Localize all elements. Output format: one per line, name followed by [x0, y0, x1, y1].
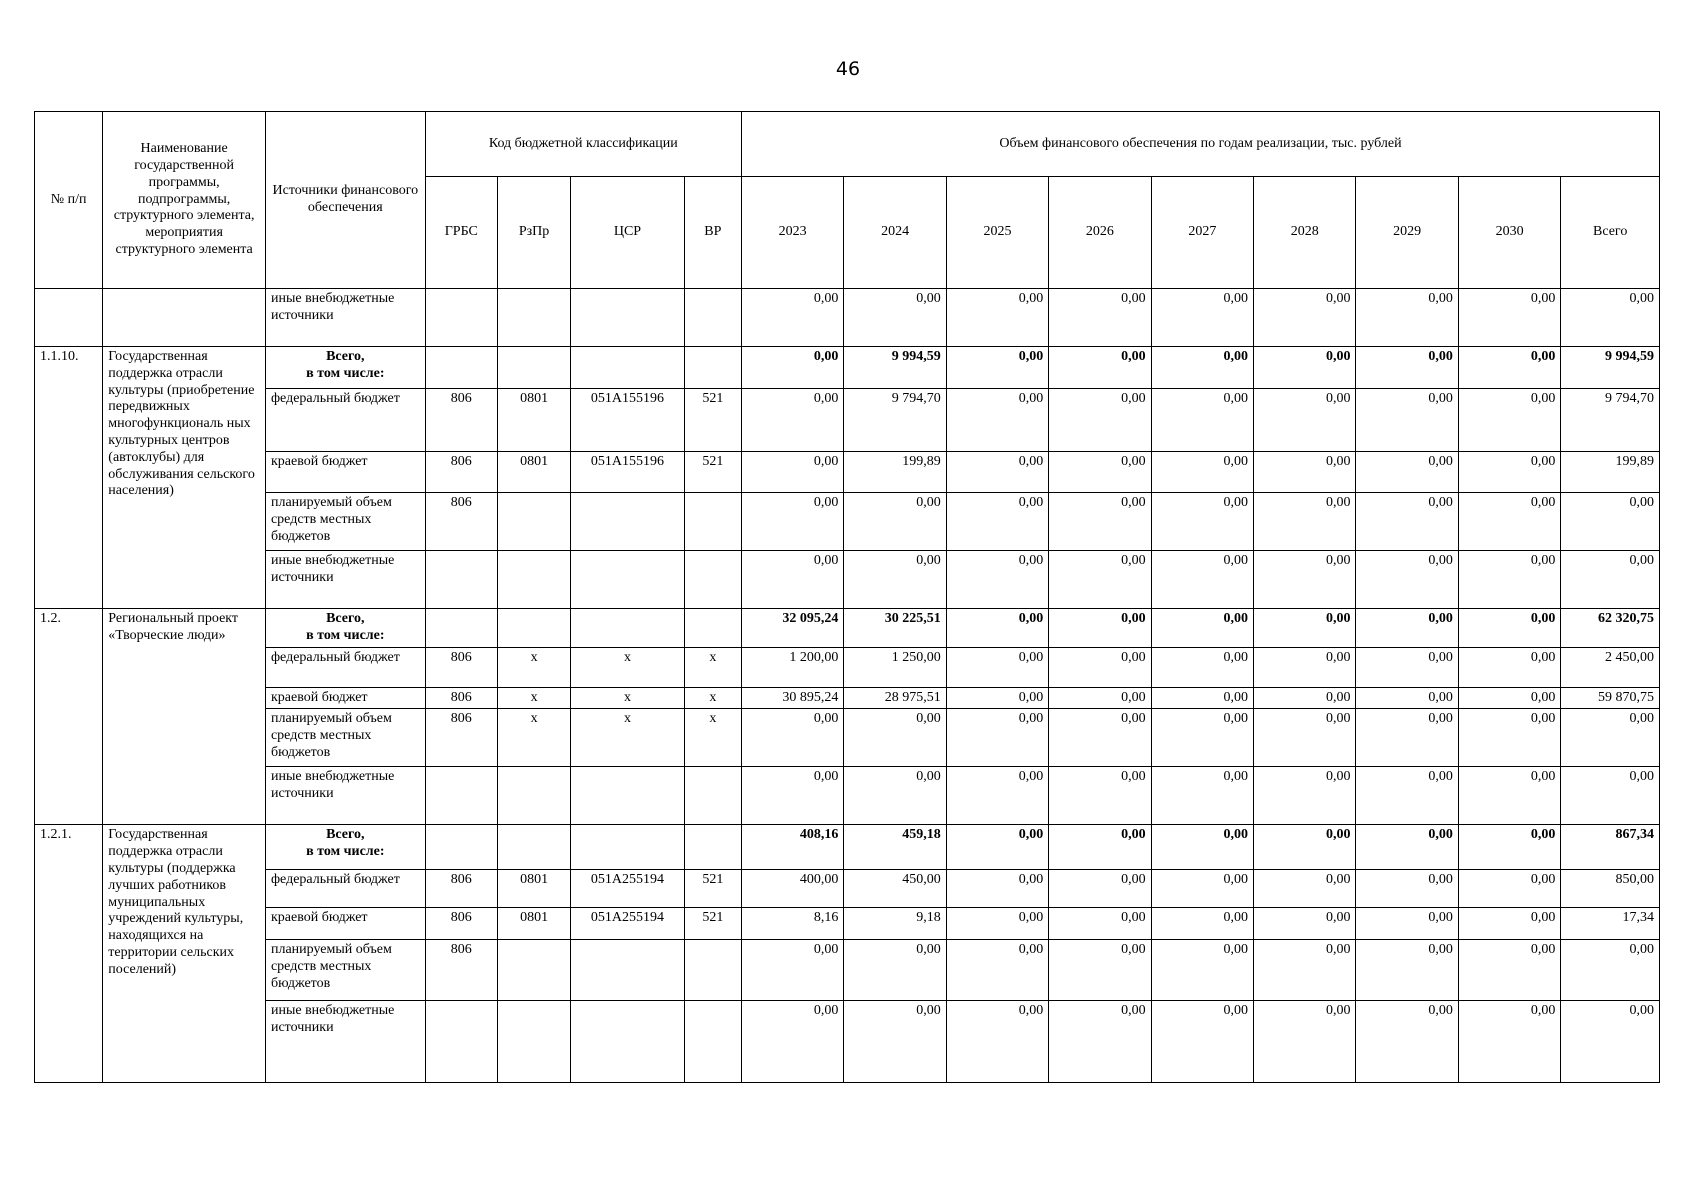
cell-total: 0,00	[1561, 940, 1660, 1001]
cell-vr	[684, 289, 741, 347]
cell-csr	[571, 940, 684, 1001]
cell-2023: 408,16	[741, 825, 843, 870]
cell-grbs: 806	[425, 908, 497, 940]
budget-table	[34, 111, 1660, 1083]
cell-2029: 0,00	[1356, 870, 1458, 908]
cell-2028: 0,00	[1254, 289, 1356, 347]
cell-2029: 0,00	[1356, 908, 1458, 940]
cell-total: 850,00	[1561, 870, 1660, 908]
cell-2028: 0,00	[1254, 940, 1356, 1001]
cell-2027: 0,00	[1151, 551, 1253, 609]
cell-2024: 199,89	[844, 452, 946, 493]
row-source: краевой бюджет	[265, 452, 425, 493]
cell-2024: 9,18	[844, 908, 946, 940]
cell-rzpr: x	[497, 709, 570, 767]
cell-2024: 30 225,51	[844, 609, 946, 648]
cell-grbs	[425, 347, 497, 389]
source-including-label: в том числе:	[306, 844, 385, 860]
cell-2026: 0,00	[1049, 452, 1151, 493]
table-row	[35, 687, 1660, 709]
cell-csr: 051A255194	[571, 908, 684, 940]
cell-2029: 0,00	[1356, 347, 1458, 389]
cell-vr	[684, 347, 741, 389]
cell-2023: 0,00	[741, 289, 843, 347]
table-row	[35, 551, 1660, 609]
cell-vr: 521	[684, 452, 741, 493]
row-num: 1.1.10.	[35, 347, 103, 609]
source-including-label: в том числе:	[306, 365, 385, 381]
cell-csr: x	[571, 647, 684, 687]
cell-2023: 0,00	[741, 940, 843, 1001]
cell-total: 0,00	[1561, 289, 1660, 347]
cell-grbs: 806	[425, 389, 497, 452]
cell-vr: x	[684, 687, 741, 709]
table-row	[35, 940, 1660, 1001]
cell-csr	[571, 767, 684, 825]
cell-2028: 0,00	[1254, 347, 1356, 389]
cell-grbs: 806	[425, 452, 497, 493]
table-row	[35, 709, 1660, 767]
cell-2030: 0,00	[1458, 347, 1560, 389]
cell-2025: 0,00	[946, 551, 1048, 609]
source-including-label: в том числе:	[306, 627, 385, 643]
cell-2026: 0,00	[1049, 609, 1151, 648]
table-body	[35, 289, 1660, 1083]
cell-2030: 0,00	[1458, 870, 1560, 908]
cell-total: 62 320,75	[1561, 609, 1660, 648]
cell-2029: 0,00	[1356, 551, 1458, 609]
cell-2030: 0,00	[1458, 452, 1560, 493]
cell-2027: 0,00	[1151, 709, 1253, 767]
table-row	[35, 908, 1660, 940]
cell-2026: 0,00	[1049, 940, 1151, 1001]
cell-2023: 0,00	[741, 709, 843, 767]
cell-2024: 0,00	[844, 1001, 946, 1083]
header-year-2030: 2030	[1458, 177, 1560, 289]
cell-2027: 0,00	[1151, 493, 1253, 551]
table-row	[35, 870, 1660, 908]
cell-2026: 0,00	[1049, 389, 1151, 452]
header-year-2024: 2024	[844, 177, 946, 289]
cell-2028: 0,00	[1254, 825, 1356, 870]
cell-2023: 30 895,24	[741, 687, 843, 709]
cell-2028: 0,00	[1254, 709, 1356, 767]
cell-2026: 0,00	[1049, 767, 1151, 825]
cell-2027: 0,00	[1151, 687, 1253, 709]
table-row	[35, 1001, 1660, 1083]
cell-2027: 0,00	[1151, 452, 1253, 493]
cell-2027: 0,00	[1151, 908, 1253, 940]
cell-2023: 0,00	[741, 767, 843, 825]
row-source	[265, 609, 425, 648]
header-vr: ВР	[684, 177, 741, 289]
cell-csr	[571, 551, 684, 609]
cell-2028: 0,00	[1254, 870, 1356, 908]
cell-2029: 0,00	[1356, 687, 1458, 709]
header-csr: ЦСР	[571, 177, 684, 289]
cell-total: 0,00	[1561, 709, 1660, 767]
cell-2025: 0,00	[946, 289, 1048, 347]
cell-2024: 0,00	[844, 940, 946, 1001]
cell-grbs: 806	[425, 493, 497, 551]
row-source	[265, 347, 425, 389]
cell-vr: 521	[684, 389, 741, 452]
cell-2025: 0,00	[946, 493, 1048, 551]
header-num: № п/п	[35, 112, 103, 289]
header-name: Наименование государственной программы, подпрограммы, структурного элемента, мероприятия структурного элемента	[103, 112, 266, 289]
cell-2024: 9 994,59	[844, 347, 946, 389]
header-year-2026: 2026	[1049, 177, 1151, 289]
cell-total: 0,00	[1561, 551, 1660, 609]
cell-2023: 400,00	[741, 870, 843, 908]
cell-2025: 0,00	[946, 389, 1048, 452]
cell-2023: 0,00	[741, 452, 843, 493]
cell-2030: 0,00	[1458, 647, 1560, 687]
cell-2030: 0,00	[1458, 709, 1560, 767]
cell-2025: 0,00	[946, 767, 1048, 825]
row-source: федеральный бюджет	[265, 870, 425, 908]
table-header	[35, 112, 1660, 289]
cell-2025: 0,00	[946, 908, 1048, 940]
cell-2024: 0,00	[844, 767, 946, 825]
cell-vr	[684, 1001, 741, 1083]
source-total-label: Всего,	[326, 349, 365, 364]
cell-2028: 0,00	[1254, 452, 1356, 493]
cell-total: 867,34	[1561, 825, 1660, 870]
cell-csr: x	[571, 687, 684, 709]
cell-2028: 0,00	[1254, 493, 1356, 551]
cell-2027: 0,00	[1151, 825, 1253, 870]
cell-rzpr	[497, 767, 570, 825]
row-num	[35, 289, 103, 347]
row-source: планируемый объем средств местных бюджетов	[265, 940, 425, 1001]
cell-grbs	[425, 1001, 497, 1083]
cell-vr	[684, 825, 741, 870]
row-num: 1.2.1.	[35, 825, 103, 1083]
cell-vr	[684, 609, 741, 648]
cell-grbs	[425, 767, 497, 825]
table-row	[35, 647, 1660, 687]
header-source: Источники финансового обеспечения	[265, 112, 425, 289]
cell-total: 0,00	[1561, 493, 1660, 551]
row-source: федеральный бюджет	[265, 647, 425, 687]
cell-rzpr	[497, 551, 570, 609]
cell-2026: 0,00	[1049, 687, 1151, 709]
cell-2027: 0,00	[1151, 347, 1253, 389]
header-volume: Объем финансового обеспечения по годам реализации, тыс. рублей	[741, 112, 1659, 177]
cell-2028: 0,00	[1254, 609, 1356, 648]
cell-2025: 0,00	[946, 825, 1048, 870]
cell-2030: 0,00	[1458, 551, 1560, 609]
cell-2030: 0,00	[1458, 1001, 1560, 1083]
row-source: иные внебюджетные источники	[265, 767, 425, 825]
cell-2030: 0,00	[1458, 389, 1560, 452]
cell-total: 0,00	[1561, 767, 1660, 825]
cell-2026: 0,00	[1049, 709, 1151, 767]
cell-2029: 0,00	[1356, 289, 1458, 347]
cell-rzpr: 0801	[497, 389, 570, 452]
cell-rzpr	[497, 289, 570, 347]
cell-rzpr	[497, 347, 570, 389]
cell-2029: 0,00	[1356, 1001, 1458, 1083]
header-year-2028: 2028	[1254, 177, 1356, 289]
cell-2025: 0,00	[946, 452, 1048, 493]
cell-2025: 0,00	[946, 1001, 1048, 1083]
cell-2024: 9 794,70	[844, 389, 946, 452]
cell-vr	[684, 551, 741, 609]
cell-2030: 0,00	[1458, 609, 1560, 648]
cell-2026: 0,00	[1049, 1001, 1151, 1083]
cell-2030: 0,00	[1458, 289, 1560, 347]
row-source: иные внебюджетные источники	[265, 551, 425, 609]
cell-grbs	[425, 609, 497, 648]
cell-2023: 0,00	[741, 1001, 843, 1083]
cell-2024: 0,00	[844, 289, 946, 347]
cell-2023: 1 200,00	[741, 647, 843, 687]
cell-2024: 0,00	[844, 551, 946, 609]
cell-2029: 0,00	[1356, 767, 1458, 825]
cell-csr	[571, 289, 684, 347]
table-row	[35, 609, 1660, 648]
source-total-label: Всего,	[326, 611, 365, 626]
cell-2027: 0,00	[1151, 389, 1253, 452]
cell-csr: 051A155196	[571, 389, 684, 452]
row-name: Государственная поддержка отрасли культуры (поддержка лучших работников муниципальных учреждений культуры, находящихся на территории сельских поселений)	[103, 825, 266, 1083]
cell-csr	[571, 609, 684, 648]
cell-vr: 521	[684, 908, 741, 940]
source-total-label: Всего,	[326, 827, 365, 843]
row-name: Государственная поддержка отрасли культуры (приобретение передвижных многофункциональ ных культурных центров (автоклубы) для обслуживания сельского населения)	[103, 347, 266, 609]
row-name: Региональный проект «Творческие люди»	[103, 609, 266, 825]
cell-csr	[571, 1001, 684, 1083]
header-rzpr: РзПр	[497, 177, 570, 289]
header-total: Всего	[1561, 177, 1660, 289]
cell-2027: 0,00	[1151, 289, 1253, 347]
cell-2030: 0,00	[1458, 493, 1560, 551]
cell-2023: 0,00	[741, 551, 843, 609]
cell-total: 9 794,70	[1561, 389, 1660, 452]
cell-csr: 051A255194	[571, 870, 684, 908]
cell-2029: 0,00	[1356, 389, 1458, 452]
header-kbk: Код бюджетной классификации	[425, 112, 741, 177]
cell-2026: 0,00	[1049, 289, 1151, 347]
cell-2027: 0,00	[1151, 609, 1253, 648]
cell-2025: 0,00	[946, 647, 1048, 687]
cell-2026: 0,00	[1049, 551, 1151, 609]
row-source: планируемый объем средств местных бюджетов	[265, 709, 425, 767]
cell-2026: 0,00	[1049, 825, 1151, 870]
cell-vr	[684, 767, 741, 825]
cell-total: 17,34	[1561, 908, 1660, 940]
table-row	[35, 347, 1660, 389]
cell-2028: 0,00	[1254, 551, 1356, 609]
cell-csr	[571, 825, 684, 870]
cell-2029: 0,00	[1356, 647, 1458, 687]
cell-total: 9 994,59	[1561, 347, 1660, 389]
cell-2029: 0,00	[1356, 452, 1458, 493]
cell-csr: x	[571, 709, 684, 767]
cell-grbs: 806	[425, 687, 497, 709]
cell-total: 0,00	[1561, 1001, 1660, 1083]
cell-vr	[684, 940, 741, 1001]
cell-2025: 0,00	[946, 709, 1048, 767]
cell-2024: 459,18	[844, 825, 946, 870]
cell-grbs: 806	[425, 940, 497, 1001]
cell-2023: 0,00	[741, 389, 843, 452]
cell-2027: 0,00	[1151, 647, 1253, 687]
cell-grbs: 806	[425, 647, 497, 687]
cell-2024: 28 975,51	[844, 687, 946, 709]
cell-csr	[571, 347, 684, 389]
cell-csr: 051A155196	[571, 452, 684, 493]
header-year-2025: 2025	[946, 177, 1048, 289]
cell-2030: 0,00	[1458, 687, 1560, 709]
row-source: федеральный бюджет	[265, 389, 425, 452]
cell-2030: 0,00	[1458, 825, 1560, 870]
cell-rzpr	[497, 825, 570, 870]
cell-2026: 0,00	[1049, 347, 1151, 389]
cell-vr: x	[684, 647, 741, 687]
table-row	[35, 452, 1660, 493]
row-source: иные внебюджетные источники	[265, 289, 425, 347]
cell-2028: 0,00	[1254, 767, 1356, 825]
cell-2024: 0,00	[844, 709, 946, 767]
row-source: планируемый объем средств местных бюджетов	[265, 493, 425, 551]
cell-2026: 0,00	[1049, 493, 1151, 551]
cell-2024: 0,00	[844, 493, 946, 551]
cell-rzpr: 0801	[497, 908, 570, 940]
cell-2029: 0,00	[1356, 825, 1458, 870]
cell-2030: 0,00	[1458, 908, 1560, 940]
cell-csr	[571, 493, 684, 551]
cell-2028: 0,00	[1254, 1001, 1356, 1083]
row-name	[103, 289, 266, 347]
cell-2026: 0,00	[1049, 908, 1151, 940]
cell-2027: 0,00	[1151, 767, 1253, 825]
cell-2025: 0,00	[946, 687, 1048, 709]
cell-2027: 0,00	[1151, 870, 1253, 908]
cell-rzpr: 0801	[497, 870, 570, 908]
cell-2030: 0,00	[1458, 767, 1560, 825]
cell-2029: 0,00	[1356, 940, 1458, 1001]
header-year-2023: 2023	[741, 177, 843, 289]
cell-vr: x	[684, 709, 741, 767]
header-grbs: ГРБС	[425, 177, 497, 289]
cell-rzpr	[497, 1001, 570, 1083]
row-source: краевой бюджет	[265, 687, 425, 709]
cell-2029: 0,00	[1356, 493, 1458, 551]
table-row	[35, 493, 1660, 551]
page-number: 46	[835, 58, 861, 80]
cell-2030: 0,00	[1458, 940, 1560, 1001]
cell-rzpr	[497, 493, 570, 551]
header-year-2029: 2029	[1356, 177, 1458, 289]
cell-2027: 0,00	[1151, 940, 1253, 1001]
cell-2026: 0,00	[1049, 870, 1151, 908]
row-source: иные внебюджетные источники	[265, 1001, 425, 1083]
cell-2029: 0,00	[1356, 609, 1458, 648]
cell-2027: 0,00	[1151, 1001, 1253, 1083]
cell-2024: 1 250,00	[844, 647, 946, 687]
row-source: краевой бюджет	[265, 908, 425, 940]
cell-grbs	[425, 289, 497, 347]
cell-rzpr: x	[497, 687, 570, 709]
cell-total: 59 870,75	[1561, 687, 1660, 709]
cell-grbs	[425, 551, 497, 609]
cell-2029: 0,00	[1356, 709, 1458, 767]
table-row	[35, 389, 1660, 452]
cell-2025: 0,00	[946, 347, 1048, 389]
cell-2028: 0,00	[1254, 687, 1356, 709]
cell-2023: 32 095,24	[741, 609, 843, 648]
row-source	[265, 825, 425, 870]
cell-grbs: 806	[425, 870, 497, 908]
cell-2028: 0,00	[1254, 389, 1356, 452]
cell-rzpr: 0801	[497, 452, 570, 493]
table-row	[35, 825, 1660, 870]
cell-rzpr	[497, 609, 570, 648]
cell-2025: 0,00	[946, 940, 1048, 1001]
cell-2023: 0,00	[741, 347, 843, 389]
cell-2025: 0,00	[946, 870, 1048, 908]
cell-rzpr	[497, 940, 570, 1001]
cell-total: 199,89	[1561, 452, 1660, 493]
cell-2025: 0,00	[946, 609, 1048, 648]
row-num: 1.2.	[35, 609, 103, 825]
header-year-2027: 2027	[1151, 177, 1253, 289]
table-row	[35, 289, 1660, 347]
cell-rzpr: x	[497, 647, 570, 687]
cell-2028: 0,00	[1254, 908, 1356, 940]
cell-2023: 8,16	[741, 908, 843, 940]
table-row	[35, 767, 1660, 825]
cell-vr	[684, 493, 741, 551]
cell-2023: 0,00	[741, 493, 843, 551]
cell-total: 2 450,00	[1561, 647, 1660, 687]
cell-grbs: 806	[425, 709, 497, 767]
cell-2028: 0,00	[1254, 647, 1356, 687]
cell-2024: 450,00	[844, 870, 946, 908]
cell-2026: 0,00	[1049, 647, 1151, 687]
cell-grbs	[425, 825, 497, 870]
cell-vr: 521	[684, 870, 741, 908]
